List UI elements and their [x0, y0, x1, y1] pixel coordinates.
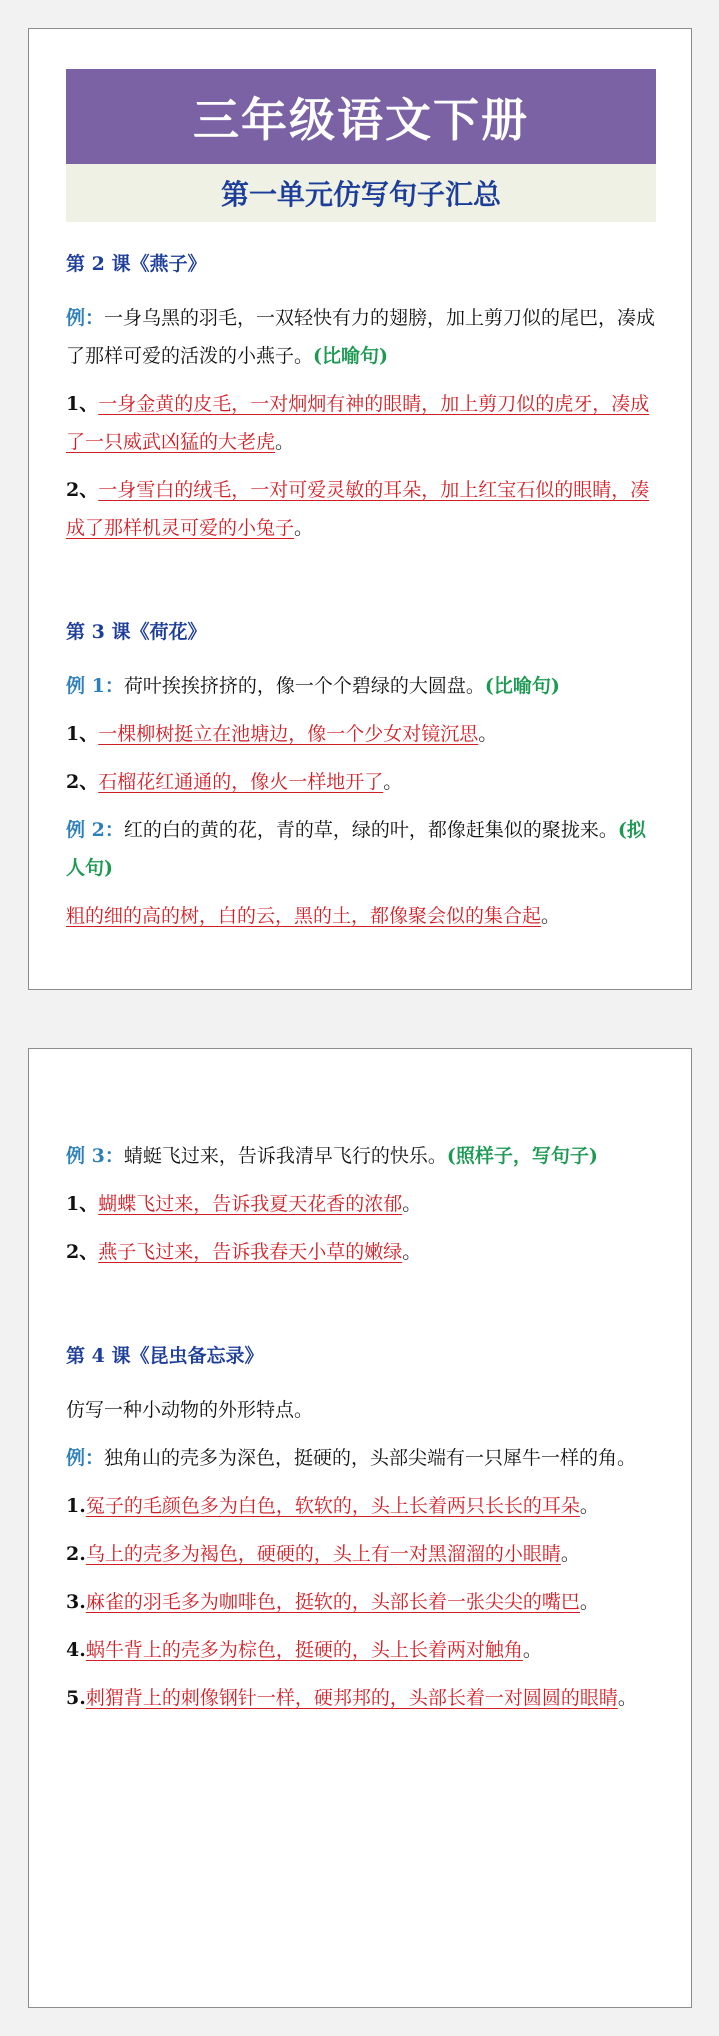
answer-number: 2、 — [66, 479, 99, 501]
page-subtitle: 第一单元仿写句子汇总 — [66, 164, 656, 222]
answer-text: 冤子的毛颜色多为白色，软软的，头上长着两只长长的耳朵 — [85, 1495, 580, 1517]
answer-item — [66, 471, 661, 547]
answer-item — [66, 385, 661, 461]
lesson-heading-2: 第 2 课《燕子》 — [66, 253, 207, 275]
example-label: 例： — [66, 1447, 105, 1469]
lesson-heading-4: 第 4 课《昆虫备忘录》 — [66, 1345, 264, 1367]
example-sentence — [66, 811, 661, 887]
example-sentence — [66, 1137, 661, 1175]
answer-number: 2. — [66, 1543, 86, 1565]
answer-item — [66, 715, 661, 753]
answer-item — [66, 897, 661, 935]
answer-number: 2、 — [66, 1241, 99, 1263]
sentence-type-note: (拟人句) — [66, 819, 646, 879]
title-banner — [66, 69, 656, 222]
page2-content — [66, 1137, 661, 1727]
answer-number: 2、 — [66, 771, 99, 793]
answer-end: 。 — [617, 1687, 637, 1709]
answer-text: 乌上的壳多为褐色，硬硬的，头上有一对黑溜溜的小眼睛 — [85, 1543, 561, 1565]
answer-end: 。 — [560, 1543, 580, 1565]
answer-item — [66, 1185, 661, 1223]
answer-number: 1、 — [66, 723, 99, 745]
answer-number: 4. — [66, 1639, 86, 1661]
instruction-text: 仿写一种小动物的外形特点。 — [66, 1399, 314, 1421]
example-sentence — [66, 1439, 661, 1477]
answer-number: 3. — [66, 1591, 86, 1613]
sentence-type-note: (比喻句) — [484, 675, 560, 697]
answer-end: 。 — [402, 1193, 422, 1215]
answer-end: 。 — [294, 517, 314, 539]
sentence-type-note: (照样子，写句子) — [446, 1145, 598, 1167]
answer-number: 1. — [66, 1495, 86, 1517]
answer-item — [66, 1583, 661, 1621]
example-text: 独角山的壳多为深色，挺硬的，头部尖端有一只犀牛一样的角。 — [104, 1447, 637, 1469]
answer-text: 粗的细的高的树，白的云，黑的土，都像聚会似的集合起 — [66, 905, 542, 927]
page-title: 三年级语文下册 — [66, 69, 656, 164]
answer-item — [66, 763, 661, 801]
example-sentence — [66, 299, 661, 375]
answer-text: 燕子飞过来，告诉我春天小草的嫩绿 — [98, 1241, 403, 1263]
answer-number: 1、 — [66, 393, 99, 415]
answer-text: 刺猬背上的刺像钢针一样，硬邦邦的，头部长着一对圆圆的眼睛 — [85, 1687, 618, 1709]
example-text: 蜻蜓飞过来，告诉我清早飞行的快乐。 — [123, 1145, 447, 1167]
answer-text: 蜗牛背上的壳多为棕色，挺硬的，头上长着两对触角 — [85, 1639, 523, 1661]
sentence-type-note: (比喻句) — [313, 345, 388, 367]
answer-item — [66, 1487, 661, 1525]
example-label: 例： — [66, 307, 105, 329]
answer-end: 。 — [478, 723, 498, 745]
answer-text: 一棵柳树挺立在池塘边，像一个少女对镜沉思 — [98, 723, 479, 745]
answer-number: 1、 — [66, 1193, 99, 1215]
answer-text: 蝴蝶飞过来，告诉我夏天花香的浓郁 — [98, 1193, 403, 1215]
answer-end: 。 — [522, 1639, 542, 1661]
answer-text: 石榴花红通通的，像火一样地开了 — [98, 771, 384, 793]
worksheet-page-2 — [28, 1048, 692, 2008]
spacer — [66, 1281, 661, 1339]
lesson-heading-3: 第 3 课《荷花》 — [66, 621, 207, 643]
spacer — [66, 557, 661, 615]
example-text: 荷叶挨挨挤挤的，像一个个碧绿的大圆盘。 — [123, 675, 485, 697]
answer-end: 。 — [275, 431, 295, 453]
answer-end: 。 — [541, 905, 561, 927]
example-label: 例 3： — [66, 1145, 124, 1167]
answer-item — [66, 1631, 661, 1669]
answer-text: 一身雪白的绒毛，一对可爱灵敏的耳朵，加上红宝石似的眼睛，凑成了那样机灵可爱的小兔子 — [66, 479, 650, 539]
answer-number: 5. — [66, 1687, 86, 1709]
example-text: 红的白的黄的花，青的草，绿的叶，都像赶集似的聚拢来。 — [123, 819, 618, 841]
answer-item — [66, 1679, 661, 1717]
example-label: 例 2： — [66, 819, 124, 841]
answer-end: 。 — [383, 771, 403, 793]
example-text: 一身乌黑的羽毛，一双轻快有力的翅膀，加上剪刀似的尾巴，凑成了那样可爱的活泼的小燕子。 — [66, 307, 656, 367]
page1-content — [66, 247, 661, 945]
answer-end: 。 — [579, 1495, 599, 1517]
example-sentence — [66, 667, 661, 705]
answer-end: 。 — [402, 1241, 422, 1263]
worksheet-page-1 — [28, 28, 692, 990]
answer-item — [66, 1535, 661, 1573]
answer-text: 麻雀的羽毛多为咖啡色，挺软的，头部长着一张尖尖的嘴巴 — [85, 1591, 580, 1613]
answer-text: 一身金黄的皮毛，一对炯炯有神的眼睛，加上剪刀似的虎牙，凑成了一只威武凶猛的大老虎 — [66, 393, 650, 453]
example-label: 例 1： — [66, 675, 124, 697]
answer-item — [66, 1233, 661, 1271]
answer-end: 。 — [579, 1591, 599, 1613]
